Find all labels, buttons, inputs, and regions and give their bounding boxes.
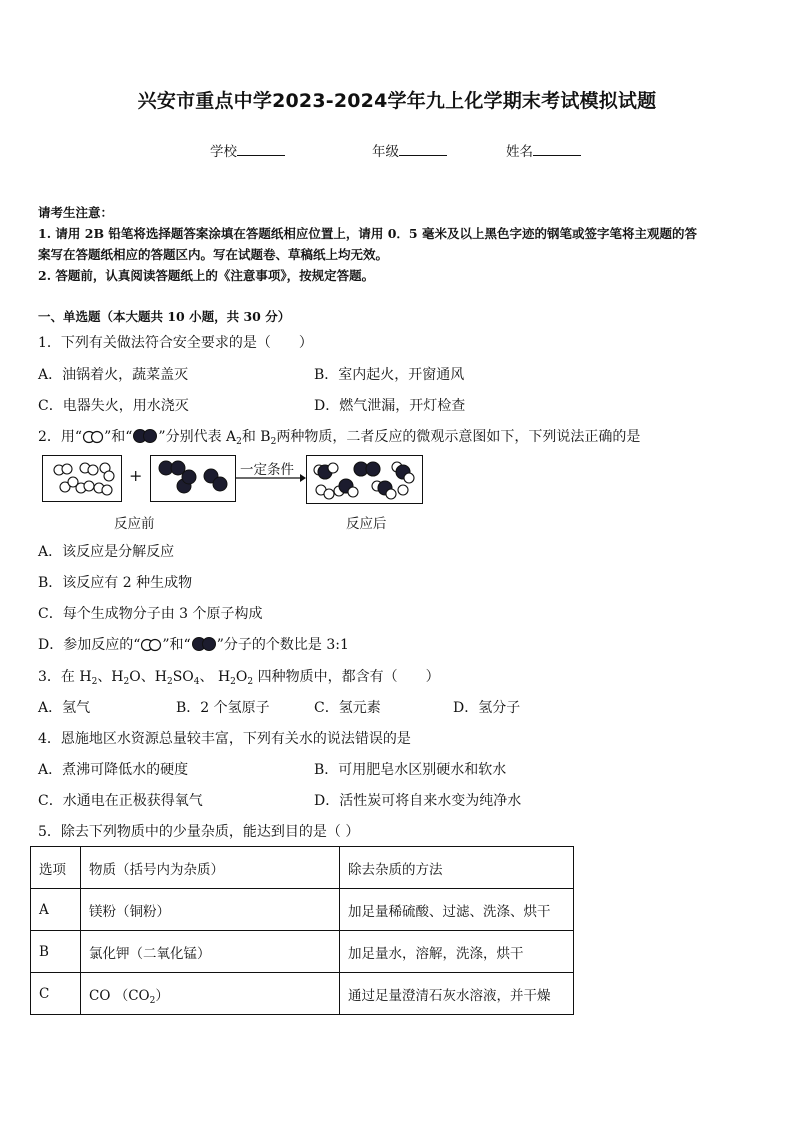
substance-part: ） <box>155 987 169 1004</box>
q1-option-b[interactable]: B．室内起火，开窗通风 <box>314 367 465 383</box>
q1-stem: 1．下列有关做法符合安全要求的是（ ） <box>38 335 313 351</box>
q2-stem-part: 两种物质，二者反应的微观示意图如下，下列说法正确的是 <box>276 429 641 445</box>
table-cell-option: A <box>31 889 81 931</box>
q3-option-a[interactable]: A．氢气 <box>38 700 91 716</box>
q4-option-a[interactable]: A．煮沸可降低水的硬度 <box>38 762 189 778</box>
q3-stem <box>38 666 440 686</box>
school-label: 学校 <box>210 144 237 160</box>
after-label: 反应后 <box>346 516 387 532</box>
grade-field <box>372 140 447 160</box>
reaction-condition: 一定条件 <box>240 462 294 478</box>
table-row <box>31 889 574 931</box>
q3-option-c[interactable]: C．氢元素 <box>314 700 381 716</box>
white-molecule-icon <box>140 638 162 652</box>
q3-stem-part: SO <box>172 669 194 685</box>
table-cell-method: 通过足量澄清石灰水溶液，并干燥 <box>340 973 574 1015</box>
grade-blank[interactable] <box>399 141 447 156</box>
q3-option-b[interactable]: B．2 个氢原子 <box>176 700 270 716</box>
q3-stem-part: 四种物质中，都含有（ ） <box>253 669 440 685</box>
q1-option-d[interactable]: D．燃气泄漏，开灯检查 <box>314 398 466 414</box>
q4-option-b[interactable]: B．可用肥皂水区别硬水和软水 <box>314 762 507 778</box>
q3-stem-part: O <box>235 669 248 685</box>
q3-stem-part: 、 H <box>199 669 231 685</box>
page-title: 兴安市重点中学2023-2024学年九上化学期末考试模拟试题 <box>137 90 657 112</box>
plus-sign: + <box>129 466 143 485</box>
table-row <box>31 931 574 973</box>
subscript: 2 <box>236 437 242 447</box>
before-label: 反应前 <box>114 516 155 532</box>
notice-line-1a: 1. 请用 2B 铅笔将选择题答案涂填在答题纸相应位置上，请用 0．5 毫米及以上黑色字迹的钢笔或签字笔将主观题的答 <box>38 226 697 241</box>
table-row <box>31 973 574 1015</box>
q2-stem-part: 和 B <box>241 429 271 445</box>
q2-option-d[interactable] <box>38 634 349 654</box>
q2-stem-part: ”分别代表 A <box>158 429 237 445</box>
q2-option-c[interactable]: C．每个生成物分子由 3 个原子构成 <box>38 606 263 622</box>
grade-label: 年级 <box>372 144 399 160</box>
q2-stem <box>38 426 640 446</box>
q1-option-c[interactable]: C．电器失火，用水浇灭 <box>38 398 189 414</box>
subscript: 2 <box>123 677 130 687</box>
table-cell-option: B <box>31 931 81 973</box>
name-label: 姓名 <box>506 144 533 160</box>
q4-option-c[interactable]: C．水通电在正极获得氧气 <box>38 793 203 809</box>
notice-heading: 请考生注意： <box>38 205 114 220</box>
q3-stem-part: O、H <box>129 669 167 685</box>
school-field <box>210 140 285 160</box>
subscript: 2 <box>247 677 254 687</box>
q2-stem-part: ”和“ <box>104 429 133 445</box>
reaction-arrow-icon <box>234 473 306 483</box>
table-cell-option: C <box>31 973 81 1015</box>
q5-stem: 5．除去下列物质中的少量杂质，能达到目的是（ ） <box>38 824 360 840</box>
subscript: 2 <box>91 677 98 687</box>
q3-stem-part: 3．在 H <box>38 669 92 685</box>
q3-option-d[interactable]: D．氢分子 <box>453 700 521 716</box>
q2-option-a[interactable]: A．该反应是分解反应 <box>38 544 175 560</box>
section-heading: 一、单选题（本大题共 10 小题，共 30 分） <box>38 309 291 324</box>
notice-line-2: 2. 答题前，认真阅读答题纸上的《注意事项》，按规定答题。 <box>38 268 375 283</box>
q2-option-d-part: ”分子的个数比是 3:1 <box>216 637 349 653</box>
product-box <box>306 455 423 504</box>
q2-option-d-part: ”和“ <box>162 637 191 653</box>
q2-option-b[interactable]: B．该反应有 2 种生成物 <box>38 575 193 591</box>
school-blank[interactable] <box>237 141 285 156</box>
reactant-b-molecules <box>151 456 235 501</box>
product-molecules <box>307 456 422 503</box>
subscript: 2 <box>166 677 173 687</box>
table-header-row <box>31 847 574 889</box>
reactant-a-box <box>42 455 122 502</box>
subscript: 2 <box>149 995 156 1006</box>
black-molecule-icon <box>191 636 217 652</box>
reactant-a-molecules <box>43 456 121 501</box>
black-molecule-icon <box>132 428 158 444</box>
q4-option-d[interactable]: D．活性炭可将自来水变为纯净水 <box>314 793 522 809</box>
q1-option-a[interactable]: A．油锅着火，蔬菜盖灭 <box>38 367 189 383</box>
q5-table <box>30 846 574 1015</box>
q4-stem: 4．恩施地区水资源总量较丰富，下列有关水的说法错误的是 <box>38 731 411 747</box>
table-cell-substance <box>81 973 340 1015</box>
white-molecule-icon <box>82 430 104 444</box>
subscript: 4 <box>193 677 200 687</box>
table-header: 除去杂质的方法 <box>340 847 574 889</box>
q2-stem-part: 2．用“ <box>38 429 83 445</box>
q3-stem-part: 、H <box>97 669 124 685</box>
name-field <box>506 140 581 160</box>
table-cell-method: 加足量稀硫酸、过滤、洗涤、烘干 <box>340 889 574 931</box>
subscript: 2 <box>230 677 236 687</box>
substance-part: CO （CO <box>89 987 150 1004</box>
table-cell-substance: 氯化钾（二氧化锰） <box>81 931 340 973</box>
q2-option-d-part: D．参加反应的“ <box>38 637 141 653</box>
table-header: 物质（括号内为杂质） <box>81 847 340 889</box>
notice-line-1b: 案写在答题纸相应的答题区内。写在试题卷、草稿纸上均无效。 <box>38 247 389 262</box>
name-blank[interactable] <box>533 141 581 156</box>
table-cell-method: 加足量水，溶解，洗涤，烘干 <box>340 931 574 973</box>
table-cell-substance: 镁粉（铜粉） <box>81 889 340 931</box>
table-header: 选项 <box>31 847 81 889</box>
reactant-b-box <box>150 455 236 502</box>
subscript: 2 <box>270 437 277 447</box>
